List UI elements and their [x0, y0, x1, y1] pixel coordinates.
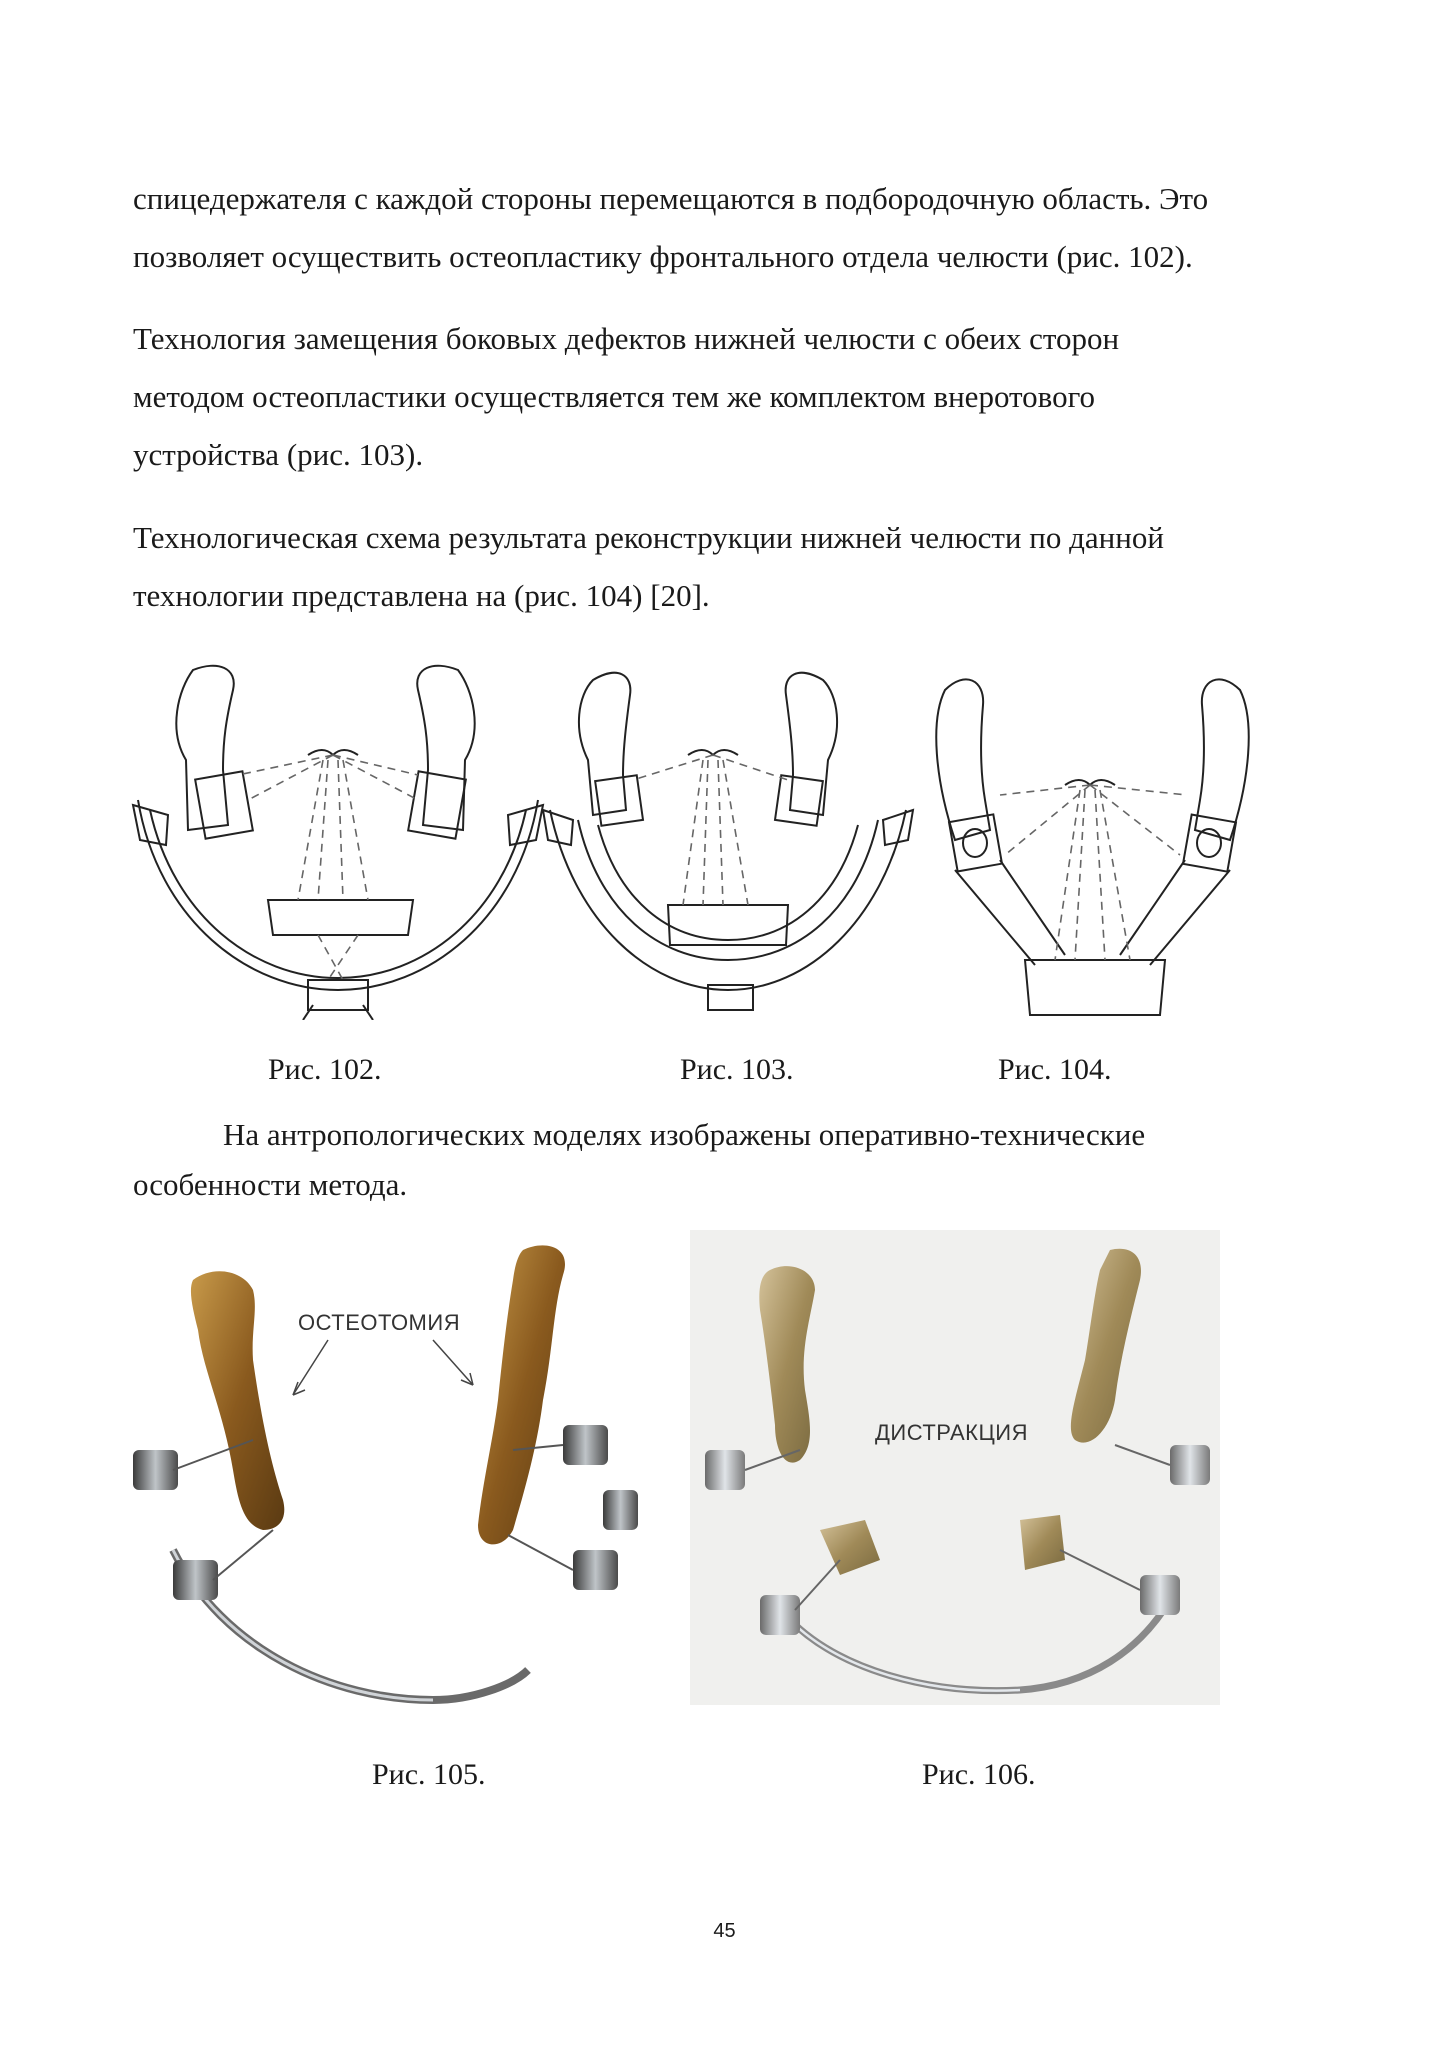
paragraph-3 [133, 509, 1333, 625]
figure-106-label: ДИСТРАКЦИЯ [875, 1420, 1028, 1445]
paragraph-2-line-3: устройства (рис. 103). [133, 437, 424, 472]
figure-105-photo [133, 1230, 653, 1710]
paragraph-4 [133, 1110, 1333, 1210]
paragraph-1 [133, 170, 1333, 286]
figure-104-diagram [925, 670, 1265, 1020]
figure-104-caption: Рис. 104. [998, 1053, 1112, 1086]
paragraph-3-line-2: технологии представлена на (рис. 104) [20]. [133, 578, 710, 613]
paragraph-2-line-2: методом остеопластики осуществляется тем же комплектом внеротового [133, 379, 1096, 414]
figure-102-caption: Рис. 102. [268, 1053, 382, 1086]
figure-106-caption: Рис. 106. [922, 1758, 1036, 1791]
figure-106-photo [690, 1230, 1250, 1710]
paragraph-4-line-1: На антропологических моделях изображены оперативно-технические [223, 1117, 1146, 1152]
figure-105-caption: Рис. 105. [372, 1758, 486, 1791]
paragraph-1-line-1: спицедержателя с каждой стороны перемещаются в подбородочную область. Это [133, 181, 1209, 216]
figure-102-diagram [128, 660, 548, 1020]
paragraph-1-line-2: позволяет осуществить остеопластику фронтального отдела челюсти (рис. 102). [133, 239, 1193, 274]
figure-105-label: ОСТЕОТОМИЯ [298, 1310, 461, 1335]
paragraph-4-line-2: особенности метода. [133, 1167, 408, 1202]
figure-103-caption: Рис. 103. [680, 1053, 794, 1086]
paragraph-2-line-1: Технология замещения боковых дефектов нижней челюсти с обеих сторон [133, 321, 1120, 356]
page-number: 45 [713, 1920, 736, 1942]
figure-103-diagram [538, 660, 918, 1020]
paragraph-3-line-1: Технологическая схема результата реконструкции нижней челюсти по данной [133, 520, 1164, 555]
paragraph-2 [133, 310, 1333, 484]
